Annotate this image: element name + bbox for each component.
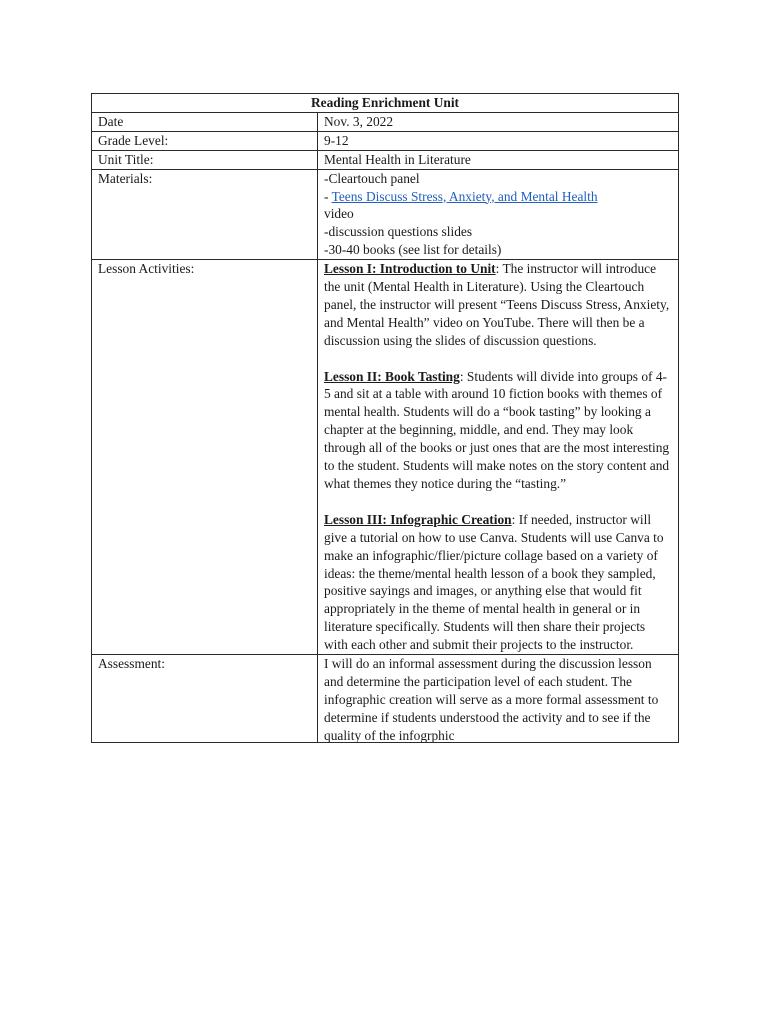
date-value: Nov. 3, 2022 xyxy=(318,112,679,131)
materials-list xyxy=(318,169,679,260)
lesson-1-body: : The instructor will introduce the unit (Mental Health in Literature). Using the Cleartouch panel, the instructor will present “Teens Discuss Stress, Anxiety, and Mental Health” video on YouTube. There will then be a discussion using the slides of discussion questions. xyxy=(324,261,670,348)
material-item: -discussion questions slides xyxy=(324,224,473,240)
lesson-3 xyxy=(324,511,672,654)
lesson-2-body: : Students will divide into groups of 4-5 and sit at a table with around 10 fiction books with themes of mental health. Students will do a “book tasting” by looking a chapter at the beginning, middle, and end. They may look through all of the books or just ones that are the most interesting to the student. Students will make notes on the story content and what themes they notice during the “tasting.” xyxy=(324,368,670,492)
lesson-activities-content xyxy=(318,260,679,655)
table-row-grade xyxy=(92,131,679,150)
unit-title-value: Mental Health in Literature xyxy=(318,150,679,169)
assessment-cell xyxy=(318,655,679,743)
lesson-spacer xyxy=(324,350,672,368)
lesson-3-body: : If needed, instructor will give a tutorial on how to use Canva. Students will use Canva to make an infographic/flier/picture collage based on a variety of ideas: the theme/mental health lesson of a book they sampled, positive sayings and images, or anything else that would fit appropriately in the theme of mental health in general or in literature specifically. Students will then share their projects with each other and submit their projects to the instructor. xyxy=(324,511,664,653)
assessment-value: I will do an informal assessment during the discussion lesson and determine the participation level of each student. The infographic creation will serve as a more formal assessment to determine if students understood the activity and to see if the quality of the infogrphic xyxy=(324,656,659,743)
date-label: Date xyxy=(92,112,318,131)
lesson-2-title: Lesson II: Book Tasting xyxy=(324,368,460,384)
lesson-2 xyxy=(324,368,672,493)
table-title-row xyxy=(92,94,679,113)
assessment-label: Assessment: xyxy=(92,655,318,743)
lesson-1-title: Lesson I: Introduction to Unit xyxy=(324,261,496,277)
table-row-unit-title xyxy=(92,150,679,169)
grade-label: Grade Level: xyxy=(92,131,318,150)
table-row-date xyxy=(92,112,679,131)
material-prefix: - xyxy=(324,188,332,204)
table-row-lesson-activities xyxy=(92,260,679,655)
material-item: video xyxy=(324,206,354,222)
lesson-1 xyxy=(324,260,672,350)
lesson-activities-label: Lesson Activities: xyxy=(92,260,318,655)
material-item: -30-40 books (see list for details) xyxy=(324,242,502,258)
unit-title-label: Unit Title: xyxy=(92,150,318,169)
material-item-link-line xyxy=(324,188,672,206)
materials-label: Materials: xyxy=(92,169,318,260)
lesson-spacer xyxy=(324,493,672,511)
table-title: Reading Enrichment Unit xyxy=(92,94,679,113)
table-row-materials xyxy=(92,169,679,260)
table-row-assessment xyxy=(92,655,679,743)
material-item: -Cleartouch panel xyxy=(324,170,420,186)
lesson-3-title: Lesson III: Infographic Creation xyxy=(324,511,512,527)
grade-value: 9-12 xyxy=(318,131,679,150)
unit-plan-table xyxy=(91,93,679,743)
video-link[interactable]: Teens Discuss Stress, Anxiety, and Mental Health xyxy=(331,188,598,204)
